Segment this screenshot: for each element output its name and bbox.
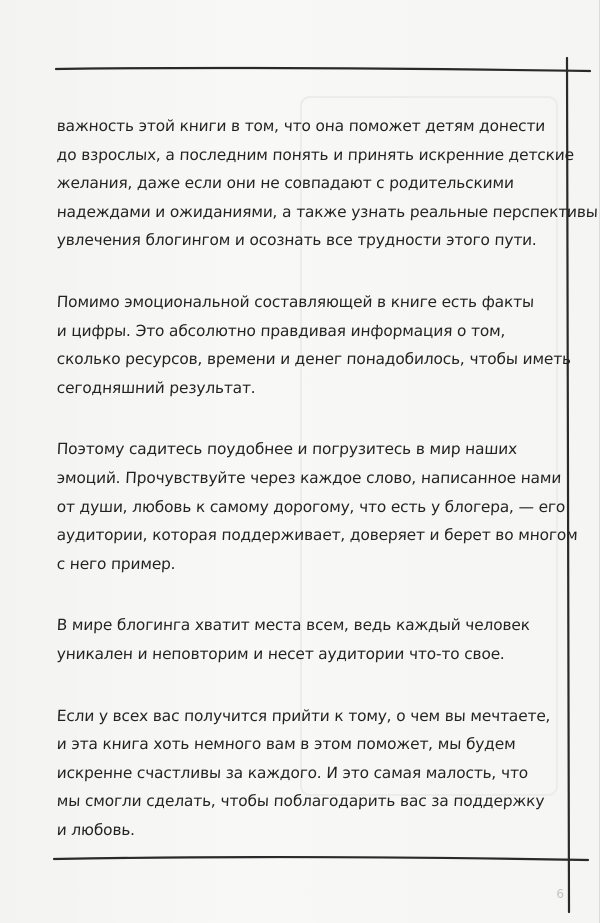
paragraph-1 [56, 112, 599, 255]
paragraph-5 [56, 702, 566, 845]
text-line: с него пример. [56, 554, 177, 573]
frame-right-line [567, 58, 569, 912]
page-number: 6 [556, 887, 564, 901]
text-line: Если у всех вас получится прийти к тому, о чем вы мечтаете, [56, 706, 551, 725]
text-line: от души, любовь к самому дорогому, что есть у блогера, — его [56, 497, 566, 516]
frame-top-line [56, 68, 590, 71]
text-line: эмоций. Прочувствуйте через каждое слово, написанное нами [56, 468, 562, 487]
text-line: сколько ресурсов, времени и денег понадобилось, чтобы иметь [56, 350, 572, 369]
paragraph-2 [56, 288, 572, 402]
text-line: Помимо эмоциональной составляющей в книге есть факты [56, 292, 535, 311]
text-line: увлечения блогингом и осознать все трудности этого пути. [56, 231, 538, 250]
text-line: важность этой книги в том, что она поможет детям донести [56, 117, 546, 135]
paragraph-3 [56, 435, 579, 578]
text-line: и любовь. [56, 820, 136, 839]
body-text [56, 112, 599, 877]
text-line: желания, даже если они не совпадают с родительскими [56, 174, 515, 193]
text-line: и цифры. Это абсолютно правдивая информация о том, [56, 321, 506, 340]
text-line: искренне счастливы за каждого. И это самая малость, что [56, 763, 529, 782]
text-line: сегодняшний результат. [56, 378, 257, 397]
text-line: и эта книга хоть немного вам в этом поможет, мы будем [56, 735, 517, 754]
paragraph-4 [56, 611, 566, 668]
text-line: уникален и неповторим и несет аудитории что-то свое. [56, 644, 506, 663]
text-line: мы смогли сделать, чтобы поблагодарить вас за поддержку [56, 792, 545, 811]
text-line: В мире блогинга хватит места всем, ведь каждый человек [56, 616, 531, 635]
text-line: до взрослых, а последним понять и принять искренние детские [56, 145, 575, 164]
text-line: надеждами и ожиданиями, а также узнать реальные перспективы [56, 202, 599, 221]
text-line: Поэтому садитесь поудобнее и погрузитесь в мир наших [56, 440, 518, 459]
text-line: аудитории, которая поддерживает, доверяет и берет во многом [56, 526, 579, 545]
